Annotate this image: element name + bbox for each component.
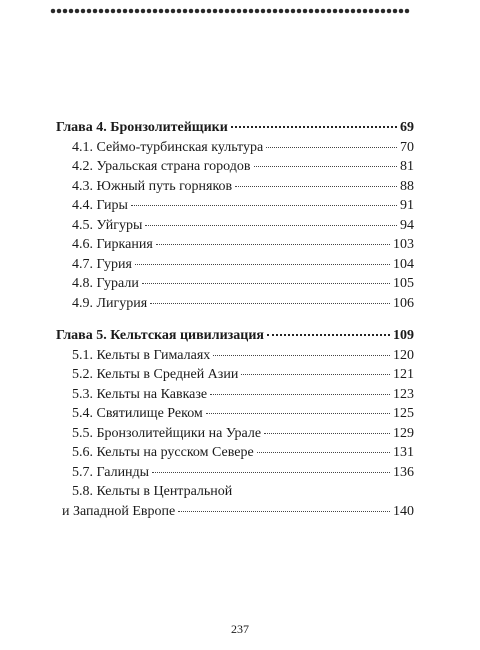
page-ref: 125 (393, 406, 414, 421)
dot-leader (135, 264, 390, 265)
dot-leader (231, 126, 397, 128)
entry-label: 4.2. Уральская страна городов (72, 159, 251, 174)
page-ref: 94 (400, 217, 414, 233)
toc-entry[interactable] (56, 255, 414, 275)
entry-label: 5.3. Кельты на Кавказе (72, 386, 208, 402)
chapter-4-heading[interactable] (56, 118, 414, 138)
entry-label: 5.7. Галинды (72, 464, 150, 480)
page-ref: 140 (393, 503, 414, 519)
toc-entry[interactable] (56, 424, 414, 444)
page-ref: 103 (393, 237, 414, 252)
entry-label: 5.8. Кельты в Центральной (72, 484, 233, 499)
toc-entry[interactable] (56, 404, 414, 424)
toc-entry[interactable] (56, 177, 414, 197)
dot-leader (266, 147, 397, 148)
page-ref: 81 (400, 159, 414, 174)
entry-label: 4.7. Гурия (72, 256, 132, 272)
entry-label: 4.9. Лигурия (72, 295, 148, 311)
entry-label: 4.4. Гиры (72, 198, 128, 213)
dot-leader (178, 511, 390, 512)
entry-label: 4.6. Гиркания (72, 237, 153, 252)
toc-entry-line-1[interactable] (56, 482, 414, 502)
page-ref: 120 (393, 347, 414, 363)
entry-label: 5.2. Кельты в Средней Азии (72, 367, 239, 382)
page-ref: 69 (400, 120, 414, 135)
dot-leader (213, 355, 390, 356)
toc-entry[interactable] (56, 463, 414, 483)
dot-leader (210, 394, 390, 395)
page-number: 237 (231, 622, 249, 636)
page-ref: 123 (393, 386, 414, 402)
entry-label: 5.5. Бронзолитейщики на Урале (72, 425, 262, 441)
entry-label: 4.1. Сеймо-турбинская культура (72, 139, 264, 155)
chapter-title: Глава 5. Кельтская цивилизация (56, 328, 265, 343)
dot-leader (152, 472, 390, 473)
toc-entry[interactable] (56, 157, 414, 177)
page-ref: 106 (393, 295, 414, 311)
dot-leader (142, 283, 390, 284)
toc-entry[interactable] (56, 346, 414, 366)
entry-label: 4.3. Южный путь горняков (72, 178, 233, 194)
page-ref: 105 (393, 276, 414, 291)
page-ref: 131 (393, 445, 414, 460)
dot-leader (206, 413, 390, 414)
toc-entry[interactable] (56, 196, 414, 216)
dot-leader (131, 205, 397, 206)
page-ref: 91 (400, 198, 414, 213)
page-ref: 109 (393, 328, 414, 343)
toc-entry[interactable] (56, 235, 414, 255)
page-ref: 70 (400, 139, 414, 155)
entry-label: 5.4. Святилище Реком (72, 406, 203, 421)
dot-leader (150, 303, 390, 304)
toc-entry[interactable] (56, 365, 414, 385)
dot-leader (254, 166, 398, 167)
chapter-spacer (56, 313, 414, 326)
dot-leader (264, 433, 390, 434)
toc-entry[interactable] (56, 138, 414, 158)
entry-label: 5.1. Кельты в Гималаях (72, 347, 211, 363)
toc-entry[interactable] (56, 443, 414, 463)
dot-leader (257, 452, 390, 453)
toc-entry[interactable] (56, 294, 414, 314)
dot-leader (241, 374, 390, 375)
page-ref: 88 (400, 178, 414, 194)
entry-label: 4.5. Уйгуры (72, 217, 143, 233)
page-ref: 136 (393, 464, 414, 480)
entry-label: и Западной Европе (62, 503, 176, 519)
toc-entry[interactable] (56, 274, 414, 294)
toc-entry-line-2[interactable] (56, 502, 414, 522)
page-ref: 104 (393, 256, 414, 272)
chapter-5-heading[interactable] (56, 326, 414, 346)
dot-leader (156, 244, 390, 245)
dot-leader (235, 186, 397, 187)
page-ref: 129 (393, 425, 414, 441)
toc-entry[interactable] (56, 385, 414, 405)
chapter-title: Глава 4. Бронзолитейщики (56, 120, 228, 135)
page-ref: 121 (393, 367, 414, 382)
dot-leader (145, 225, 397, 226)
dot-leader (267, 334, 390, 336)
entry-label: 5.6. Кельты на русском Севере (72, 445, 254, 460)
toc-entry[interactable] (56, 216, 414, 236)
top-ornament-border (50, 7, 410, 15)
entry-label: 4.8. Гурали (72, 276, 139, 291)
table-of-contents (56, 118, 414, 521)
